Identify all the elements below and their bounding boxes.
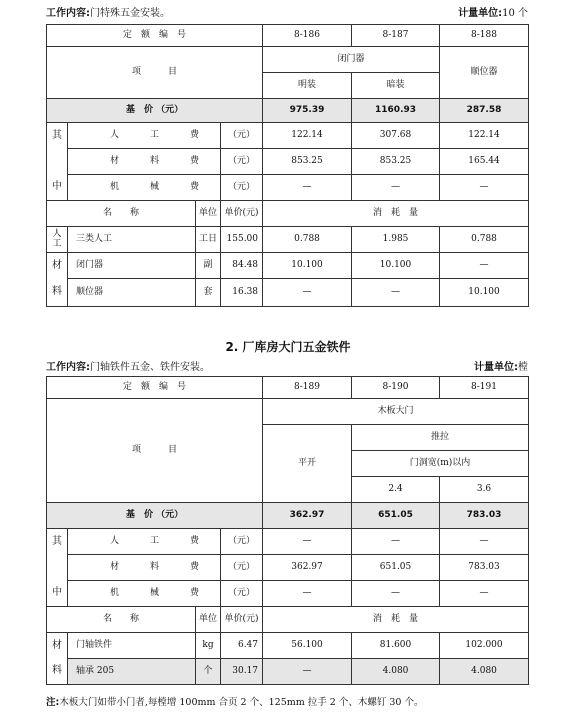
door-closer-group: 闭门器 bbox=[263, 47, 440, 73]
resource-unit: 工日 bbox=[196, 227, 221, 253]
resource-name: 三类人工 bbox=[68, 227, 196, 253]
cost-value: — bbox=[352, 529, 440, 555]
cost-unit: （元） bbox=[221, 149, 263, 175]
consumption-value: — bbox=[263, 659, 352, 685]
base-price: 287.58 bbox=[440, 99, 529, 123]
resource-name: 顺位器 bbox=[68, 279, 196, 307]
consumption-value: 10.100 bbox=[440, 279, 529, 307]
code-cell: 8-190 bbox=[352, 377, 440, 399]
section-title: 2. 厂库房大门五金铁件 bbox=[225, 340, 351, 354]
cost-unit: （元） bbox=[221, 581, 263, 607]
resource-price: 16.38 bbox=[221, 279, 263, 307]
cost-value: — bbox=[440, 175, 529, 201]
wood-door-group: 木板大门 bbox=[263, 399, 529, 425]
base-price-label: 基 价 （元） bbox=[47, 503, 263, 529]
price-header: 单价(元) bbox=[221, 201, 263, 227]
cost-value: — bbox=[263, 581, 352, 607]
consumption-header: 消 耗 量 bbox=[263, 607, 529, 633]
cost-value: 362.97 bbox=[263, 555, 352, 581]
quota-code-label: 定 额 编 号 bbox=[47, 377, 263, 399]
cost-value: — bbox=[263, 529, 352, 555]
cost-value: 853.25 bbox=[352, 149, 440, 175]
consumption-value: 56.100 bbox=[263, 633, 352, 659]
cost-label: 人 工 费 bbox=[68, 123, 221, 149]
side-label: 材 bbox=[47, 253, 68, 279]
width-value: 2.4 bbox=[352, 477, 440, 503]
cost-value: 651.05 bbox=[352, 555, 440, 581]
resource-price: 6.47 bbox=[221, 633, 263, 659]
cost-label: 人 工 费 bbox=[68, 529, 221, 555]
resource-price: 30.17 bbox=[221, 659, 263, 685]
consumption-value: 81.600 bbox=[352, 633, 440, 659]
quota-table-2 bbox=[46, 376, 529, 685]
positioner-header: 顺位器 bbox=[440, 47, 529, 99]
unit-1: 计量单位:10 个 bbox=[458, 8, 528, 19]
code-cell: 8-189 bbox=[263, 377, 352, 399]
unit-header: 单位 bbox=[196, 607, 221, 633]
cost-value: 165.44 bbox=[440, 149, 529, 175]
quota-code-label: 定 额 编 号 bbox=[47, 25, 263, 47]
cost-value: 122.14 bbox=[440, 123, 529, 149]
base-price: 1160.93 bbox=[352, 99, 440, 123]
resource-unit: 副 bbox=[196, 253, 221, 279]
consumption-value: — bbox=[352, 279, 440, 307]
code-cell: 8-191 bbox=[440, 377, 529, 399]
cost-value: — bbox=[352, 581, 440, 607]
consumption-value: 0.788 bbox=[440, 227, 529, 253]
side-label: 料 bbox=[47, 279, 68, 307]
item-label: 项 目 bbox=[47, 399, 263, 503]
base-price: 975.39 bbox=[263, 99, 352, 123]
item-label: 项 目 bbox=[47, 47, 263, 99]
resource-name: 门轴铁件 bbox=[68, 633, 196, 659]
consumption-value: 102.000 bbox=[440, 633, 529, 659]
sliding-header: 推拉 bbox=[352, 425, 529, 451]
code-cell: 8-188 bbox=[440, 25, 529, 47]
resource-price: 84.48 bbox=[221, 253, 263, 279]
cost-value: — bbox=[440, 529, 529, 555]
consumption-value: 10.100 bbox=[263, 253, 352, 279]
cost-unit: （元） bbox=[221, 529, 263, 555]
consumption-value: — bbox=[440, 253, 529, 279]
consumption-value: 4.080 bbox=[352, 659, 440, 685]
opening-width-header: 门洞宽(m)以内 bbox=[352, 451, 529, 477]
code-cell: 8-186 bbox=[263, 25, 352, 47]
resource-unit: 套 bbox=[196, 279, 221, 307]
consumption-header: 消 耗 量 bbox=[263, 201, 529, 227]
cost-value: 853.25 bbox=[263, 149, 352, 175]
cost-value: — bbox=[263, 175, 352, 201]
side-label: 其 bbox=[47, 529, 68, 555]
side-label: 中 bbox=[47, 581, 68, 607]
resource-name: 闭门器 bbox=[68, 253, 196, 279]
unit-header: 单位 bbox=[196, 201, 221, 227]
side-label: 料 bbox=[47, 659, 68, 685]
side-label: 中 bbox=[47, 175, 68, 201]
work-content-1: 工作内容:门特殊五金安装。 bbox=[46, 8, 170, 19]
cost-label: 材 料 费 bbox=[68, 555, 221, 581]
footnote: 注:木板大门如带小门者,每樘增 100mm 合页 2 个、125mm 拉手 2 个、木螺钉 30 个。 bbox=[46, 697, 424, 708]
swing-header: 平开 bbox=[263, 425, 352, 503]
base-price-label: 基 价 （元） bbox=[47, 99, 263, 123]
cost-unit: （元） bbox=[221, 123, 263, 149]
base-price: 651.05 bbox=[352, 503, 440, 529]
side-label-labor: 人 工 bbox=[47, 227, 68, 253]
cost-value: 307.68 bbox=[352, 123, 440, 149]
cost-label: 材 料 费 bbox=[68, 149, 221, 175]
side-label: 材 bbox=[47, 633, 68, 659]
unit-2: 计量单位:樘 bbox=[474, 362, 528, 373]
cost-unit: （元） bbox=[221, 175, 263, 201]
side-label: 其 bbox=[47, 123, 68, 149]
name-header: 名 称 bbox=[47, 607, 196, 633]
cost-unit: （元） bbox=[221, 555, 263, 581]
code-cell: 8-187 bbox=[352, 25, 440, 47]
consumption-value: 1.985 bbox=[352, 227, 440, 253]
work-content-2: 工作内容:门轴铁件五金、铁件安装。 bbox=[46, 362, 210, 373]
cost-label: 机 械 费 bbox=[68, 175, 221, 201]
cost-value: 122.14 bbox=[263, 123, 352, 149]
sub-header: 明装 bbox=[263, 73, 352, 99]
consumption-value: — bbox=[263, 279, 352, 307]
consumption-value: 4.080 bbox=[440, 659, 529, 685]
cost-value: 783.03 bbox=[440, 555, 529, 581]
quota-table-1 bbox=[46, 24, 529, 307]
width-value: 3.6 bbox=[440, 477, 529, 503]
name-header: 名 称 bbox=[47, 201, 196, 227]
consumption-value: 0.788 bbox=[263, 227, 352, 253]
base-price: 362.97 bbox=[263, 503, 352, 529]
cost-label: 机 械 费 bbox=[68, 581, 221, 607]
cost-value: — bbox=[440, 581, 529, 607]
resource-name: 轴承 205 bbox=[68, 659, 196, 685]
sub-header: 暗装 bbox=[352, 73, 440, 99]
consumption-value: 10.100 bbox=[352, 253, 440, 279]
resource-price: 155.00 bbox=[221, 227, 263, 253]
base-price: 783.03 bbox=[440, 503, 529, 529]
resource-unit: kg bbox=[196, 633, 221, 659]
cost-value: — bbox=[352, 175, 440, 201]
resource-unit: 个 bbox=[196, 659, 221, 685]
price-header: 单价(元) bbox=[221, 607, 263, 633]
